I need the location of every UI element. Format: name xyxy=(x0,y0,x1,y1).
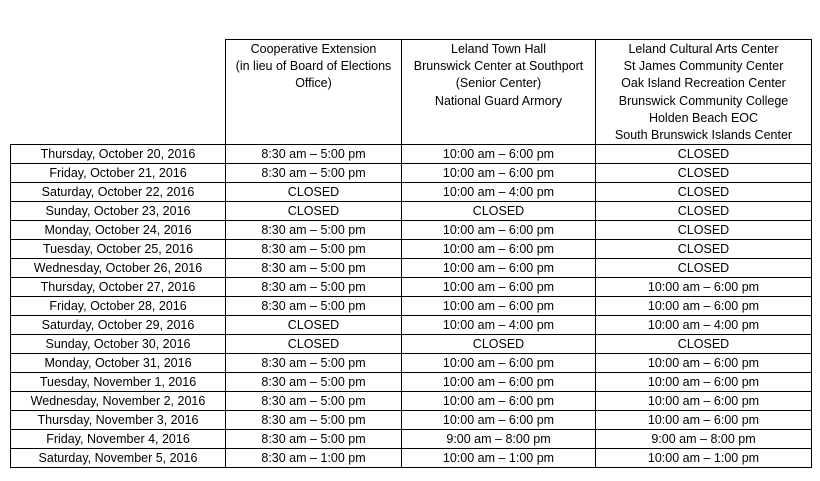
cooperative-extension-hours: CLOSED xyxy=(226,316,402,335)
cooperative-extension-hours: 8:30 am – 5:00 pm xyxy=(226,354,402,373)
leland-town-hall-hours: 10:00 am – 6:00 pm xyxy=(402,411,596,430)
date-cell: Saturday, October 22, 2016 xyxy=(11,183,226,202)
header-line: Leland Cultural Arts Center xyxy=(628,42,779,56)
leland-town-hall-hours: 10:00 am – 6:00 pm xyxy=(402,221,596,240)
table-row xyxy=(11,411,812,430)
cultural-arts-hours: 10:00 am – 6:00 pm xyxy=(596,297,812,316)
cooperative-extension-hours: 8:30 am – 5:00 pm xyxy=(226,373,402,392)
leland-town-hall-hours: 10:00 am – 6:00 pm xyxy=(402,392,596,411)
leland-town-hall-hours: 10:00 am – 6:00 pm xyxy=(402,145,596,164)
cooperative-extension-hours: 8:30 am – 5:00 pm xyxy=(226,240,402,259)
cooperative-extension-hours: 8:30 am – 1:00 pm xyxy=(226,449,402,468)
table-row xyxy=(11,449,812,468)
date-cell: Monday, October 24, 2016 xyxy=(11,221,226,240)
leland-town-hall-hours: 10:00 am – 1:00 pm xyxy=(402,449,596,468)
date-cell: Wednesday, October 26, 2016 xyxy=(11,259,226,278)
leland-town-hall-hours: 10:00 am – 6:00 pm xyxy=(402,354,596,373)
header-line: National Guard Armory xyxy=(434,93,563,108)
date-cell: Thursday, October 20, 2016 xyxy=(11,145,226,164)
cooperative-extension-hours: 8:30 am – 5:00 pm xyxy=(226,278,402,297)
cultural-arts-hours: 10:00 am – 6:00 pm xyxy=(596,411,812,430)
header-line: Holden Beach EOC xyxy=(648,110,759,125)
cooperative-extension-hours: 8:30 am – 5:00 pm xyxy=(226,392,402,411)
cultural-arts-hours: 9:00 am – 8:00 pm xyxy=(596,430,812,449)
header-line: (in lieu of Board of Elections xyxy=(235,59,392,74)
header-row xyxy=(11,40,812,145)
date-cell: Friday, November 4, 2016 xyxy=(11,430,226,449)
cultural-arts-hours: CLOSED xyxy=(596,335,812,354)
leland-town-hall-hours: 10:00 am – 6:00 pm xyxy=(402,164,596,183)
leland-town-hall-hours: 10:00 am – 4:00 pm xyxy=(402,316,596,335)
header-line: (Senior Center) xyxy=(455,76,542,91)
leland-town-hall-hours: CLOSED xyxy=(402,202,596,221)
table-row xyxy=(11,240,812,259)
date-cell: Wednesday, November 2, 2016 xyxy=(11,392,226,411)
header-line: South Brunswick Islands Center xyxy=(614,128,793,143)
date-cell: Sunday, October 23, 2016 xyxy=(11,202,226,221)
date-cell: Tuesday, November 1, 2016 xyxy=(11,373,226,392)
table-row xyxy=(11,202,812,221)
cultural-arts-hours: 10:00 am – 6:00 pm xyxy=(596,373,812,392)
cooperative-extension-hours: 8:30 am – 5:00 pm xyxy=(226,411,402,430)
table-row xyxy=(11,183,812,202)
cooperative-extension-hours: 8:30 am – 5:00 pm xyxy=(226,430,402,449)
cultural-arts-hours: CLOSED xyxy=(596,240,812,259)
table-row xyxy=(11,335,812,354)
cultural-arts-hours: CLOSED xyxy=(596,259,812,278)
leland-town-hall-hours: 10:00 am – 6:00 pm xyxy=(402,297,596,316)
date-cell: Friday, October 28, 2016 xyxy=(11,297,226,316)
leland-town-hall-hours: 10:00 am – 6:00 pm xyxy=(402,240,596,259)
cultural-arts-hours: CLOSED xyxy=(596,183,812,202)
header-corner xyxy=(11,40,226,145)
cooperative-extension-hours: CLOSED xyxy=(226,335,402,354)
table-row xyxy=(11,278,812,297)
header-line: Leland Town Hall xyxy=(451,42,546,56)
date-cell: Thursday, November 3, 2016 xyxy=(11,411,226,430)
cultural-arts-hours: CLOSED xyxy=(596,202,812,221)
date-cell: Saturday, October 29, 2016 xyxy=(11,316,226,335)
cultural-arts-hours: CLOSED xyxy=(596,221,812,240)
header-leland-town-hall xyxy=(402,40,596,145)
leland-town-hall-hours: CLOSED xyxy=(402,335,596,354)
cultural-arts-hours: 10:00 am – 6:00 pm xyxy=(596,354,812,373)
table-row xyxy=(11,316,812,335)
header-cooperative-extension xyxy=(226,40,402,145)
header-line: Office) xyxy=(295,76,332,91)
cooperative-extension-hours: CLOSED xyxy=(226,183,402,202)
table-row xyxy=(11,145,812,164)
date-cell: Tuesday, October 25, 2016 xyxy=(11,240,226,259)
leland-town-hall-hours: 10:00 am – 6:00 pm xyxy=(402,373,596,392)
date-cell: Sunday, October 30, 2016 xyxy=(11,335,226,354)
cooperative-extension-hours: CLOSED xyxy=(226,202,402,221)
cultural-arts-hours: 10:00 am – 1:00 pm xyxy=(596,449,812,468)
cultural-arts-hours: CLOSED xyxy=(596,164,812,183)
table-row xyxy=(11,430,812,449)
date-cell: Friday, October 21, 2016 xyxy=(11,164,226,183)
header-leland-cultural-arts xyxy=(596,40,812,145)
leland-town-hall-hours: 9:00 am – 8:00 pm xyxy=(402,430,596,449)
leland-town-hall-hours: 10:00 am – 6:00 pm xyxy=(402,259,596,278)
table-row xyxy=(11,354,812,373)
table-row xyxy=(11,221,812,240)
header-line: Oak Island Recreation Center xyxy=(621,76,786,91)
leland-town-hall-hours: 10:00 am – 6:00 pm xyxy=(402,278,596,297)
table-row xyxy=(11,392,812,411)
cooperative-extension-hours: 8:30 am – 5:00 pm xyxy=(226,164,402,183)
table-row xyxy=(11,297,812,316)
cultural-arts-hours: 10:00 am – 6:00 pm xyxy=(596,278,812,297)
cultural-arts-hours: 10:00 am – 6:00 pm xyxy=(596,392,812,411)
cultural-arts-hours: CLOSED xyxy=(596,145,812,164)
header-line: St James Community Center xyxy=(623,59,784,74)
date-cell: Saturday, November 5, 2016 xyxy=(11,449,226,468)
header-line: Cooperative Extension xyxy=(250,42,377,56)
table-row xyxy=(11,164,812,183)
cooperative-extension-hours: 8:30 am – 5:00 pm xyxy=(226,145,402,164)
table-row xyxy=(11,373,812,392)
cooperative-extension-hours: 8:30 am – 5:00 pm xyxy=(226,221,402,240)
date-cell: Thursday, October 27, 2016 xyxy=(11,278,226,297)
table-row xyxy=(11,259,812,278)
header-line: Brunswick Center at Southport xyxy=(413,59,584,74)
cooperative-extension-hours: 8:30 am – 5:00 pm xyxy=(226,259,402,278)
leland-town-hall-hours: 10:00 am – 4:00 pm xyxy=(402,183,596,202)
header-line: Brunswick Community College xyxy=(618,93,789,108)
cooperative-extension-hours: 8:30 am – 5:00 pm xyxy=(226,297,402,316)
schedule-table xyxy=(10,39,812,468)
cultural-arts-hours: 10:00 am – 4:00 pm xyxy=(596,316,812,335)
date-cell: Monday, October 31, 2016 xyxy=(11,354,226,373)
